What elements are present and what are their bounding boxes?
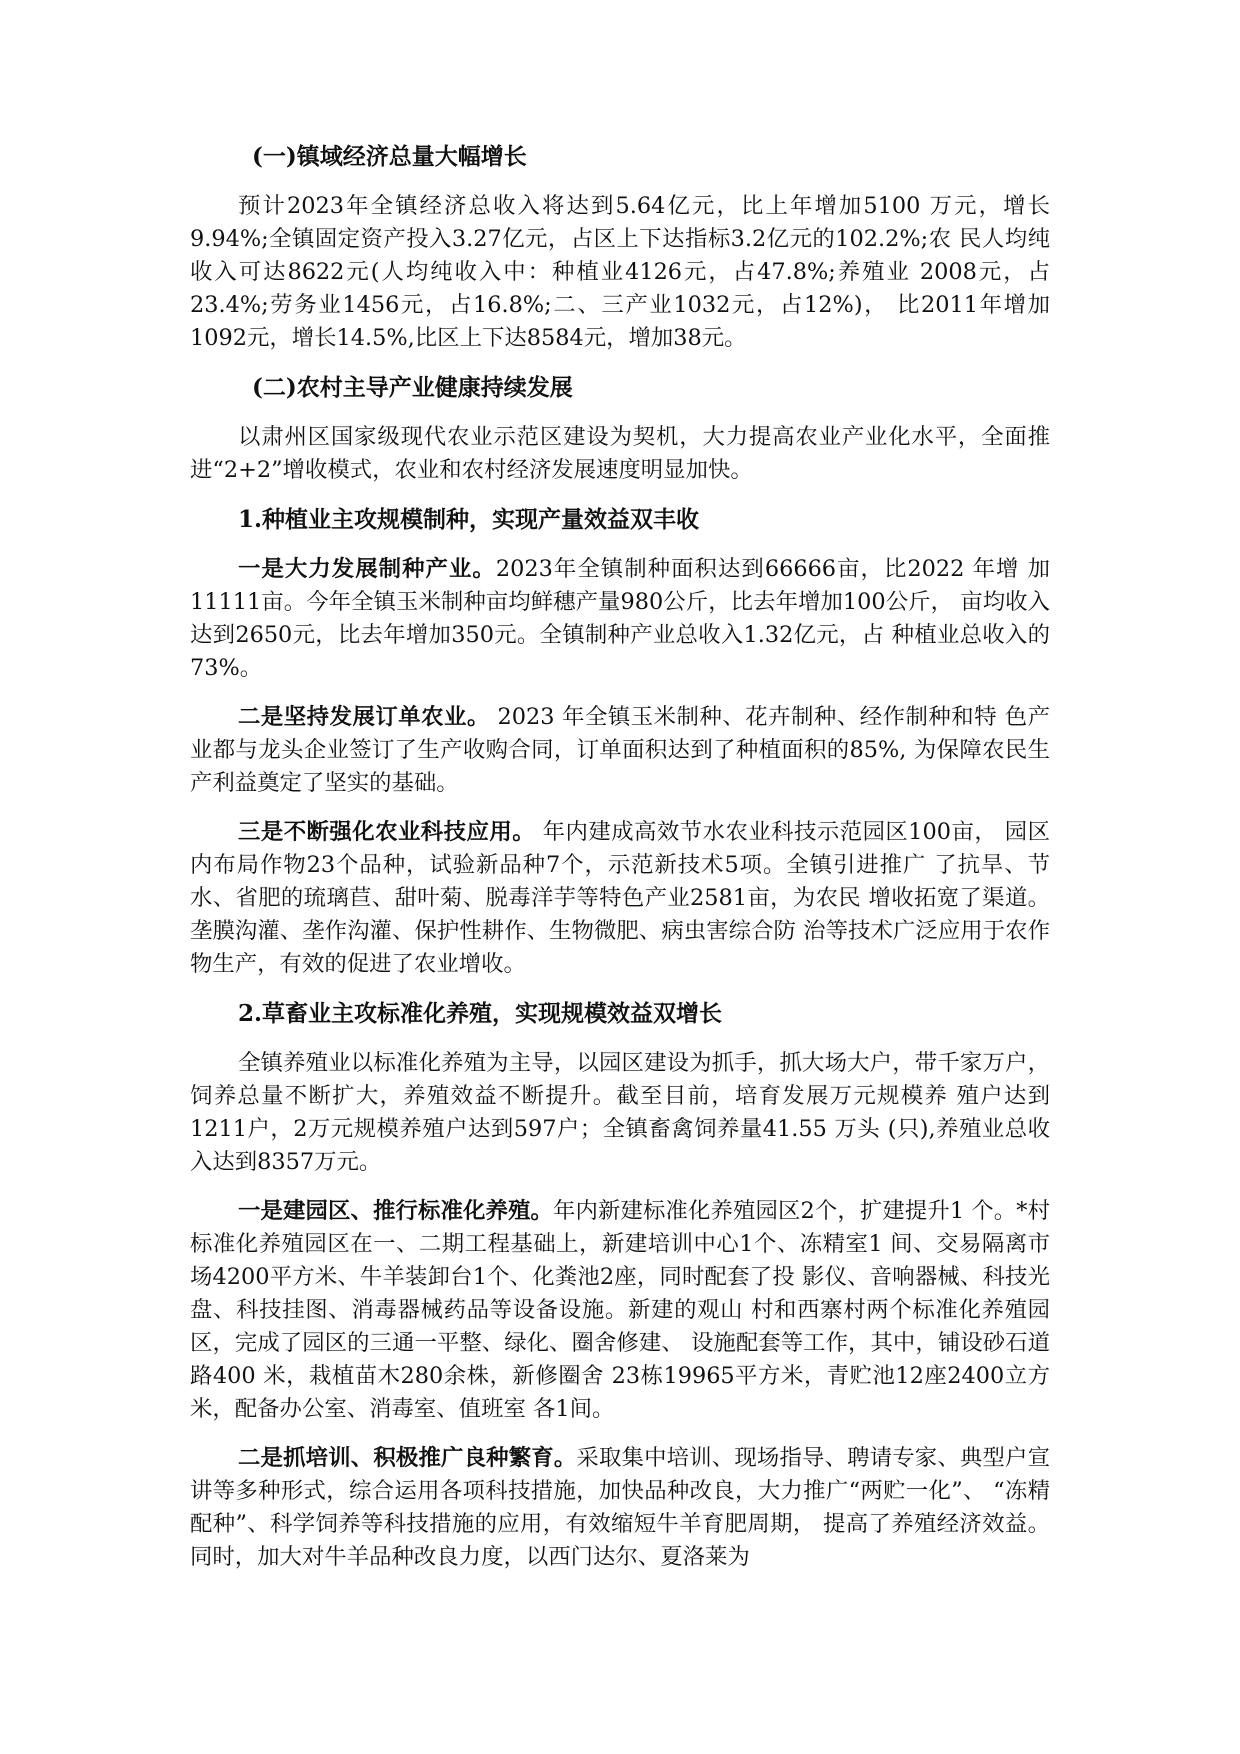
subheading-livestock: 2.草畜业主攻标准化养殖，实现规模效益双增长 — [238, 1000, 723, 1027]
paragraph-training-breeding — [190, 1442, 1050, 1574]
subheading-planting: 1.种植业主攻规模制种，实现产量效益双丰收 — [238, 506, 700, 533]
paragraph-lead-training: 二是抓培训、积极推广良种繁育。 — [238, 1445, 577, 1471]
paragraph-body-seed: 2023年全镇制种面积达到66666亩，比2022 年增 加11111亩。今年全镇玉米制种亩均鲜穗产量980公斤，比去年增加100公斤， 亩均收入达到2650元，比去年增加350元。全镇制种产业总收入1.32亿元，占 种植业总收入的73%。 — [190, 556, 1051, 681]
paragraph-seed-production — [190, 553, 1050, 685]
paragraph-lead-parks: 一是建园区、推行标准化养殖。 — [238, 1198, 553, 1224]
paragraph-industry-intro: 以肃州区国家级现代农业示范区建设为契机，大力提高农业产业化水平，全面推进“2+2”增收模式，农业和农村经济发展速度明显加快。 — [190, 424, 1050, 483]
paragraph-livestock-overview: 全镇养殖业以标准化养殖为主导，以园区建设为抓手，抓大场大户，带千家万户，饲养总量不断扩大，养殖效益不断提升。截至目前，培育发展万元规模养 殖户达到1211户，2万元规模养殖户达到597户；全镇畜禽饲养量41.55 万头 (只),养殖业总收入达到8357万元。 — [190, 1050, 1050, 1175]
section-heading-economy: (一)镇域经济总量大幅增长 — [252, 143, 527, 170]
paragraph-agri-tech — [190, 816, 1050, 981]
paragraph-order-farming — [190, 701, 1050, 800]
paragraph-body-tech: 年内建成高效节水农业科技示范园区100亩， 园区内布局作物23个品种，试验新品种7个，示范新技术5项。全镇引进推广 了抗旱、节水、省肥的琉璃苣、甜叶菊、脱毒洋芋等特色产业2581亩，为农民 增收拓宽了渠道。垄膜沟灌、垄作沟灌、保护性耕作、生物微肥、病虫害综合防 治等技术广泛应用于农作物生产，有效的促进了农业增收。 — [190, 819, 1050, 977]
section-heading-industry: (二)农村主导产业健康持续发展 — [252, 374, 573, 401]
paragraph-economy-overview: 预计2023年全镇经济总收入将达到5.64亿元，比上年增加5100 万元，增长 9.94%;全镇固定资产投入3.27亿元，占区上下达指标3.2亿元的102.2%;农 民人均纯收入可达8622元(人均纯收入中：种植业4126元，占47.8%;养殖业 2008元，占23.4%;劳务业1456元，占16.8%;二、三产业1032元，占12%)， 比2011年增加1092元，增长14.5%,比区上下达8584元，增加38元。 — [190, 193, 1050, 351]
paragraph-lead-tech: 三是不断强化农业科技应用。 — [238, 819, 536, 845]
paragraph-body-order: 2023 年全镇玉米制种、花卉制种、经作制种和特 色产业都与龙头企业签订了生产收购合同，订单面积达到了种植面积的85%, 为保障农民生产利益奠定了坚实的基础。 — [190, 704, 1051, 796]
paragraph-lead-seed: 一是大力发展制种产业。 — [238, 556, 496, 582]
paragraph-lead-order: 二是坚持发展订单农业。 — [238, 704, 490, 730]
document-page — [190, 140, 1050, 1590]
paragraph-breeding-parks — [190, 1195, 1050, 1426]
paragraph-body-training: 采取集中培训、现场指导、聘请专家、典型户宣讲等多种形式，综合运用各项科技措施，加快品种改良，大力推广“两贮一化”、 “冻精配种”、科学饲养等科技措施的应用，有效缩短牛羊育肥周期， 提高了养殖经济效益。同时，加大对牛羊品种改良力度，以西门达尔、夏洛莱为 — [190, 1445, 1051, 1570]
paragraph-body-parks: 年内新建标准化养殖园区2个，扩建提升1 个。*村标准化养殖园区在一、二期工程基础上，新建培训中心1个、冻精室1 间、交易隔离市场4200平方米、牛羊装卸台1个、化粪池2座，同时配套了投 影仪、音响器械、科技光盘、科技挂图、消毒器械药品等设备设施。新建的观山 村和西寨村两个标准化养殖园区，完成了园区的三通一平整、绿化、圈舍修建、 设施配套等工作，其中，铺设砂石道路400 米，栽植苗木280余株，新修圈舍 23栋19965平方米，青贮池12座2400立方米，配备办公室、消毒室、值班室 各1间。 — [190, 1198, 1051, 1422]
